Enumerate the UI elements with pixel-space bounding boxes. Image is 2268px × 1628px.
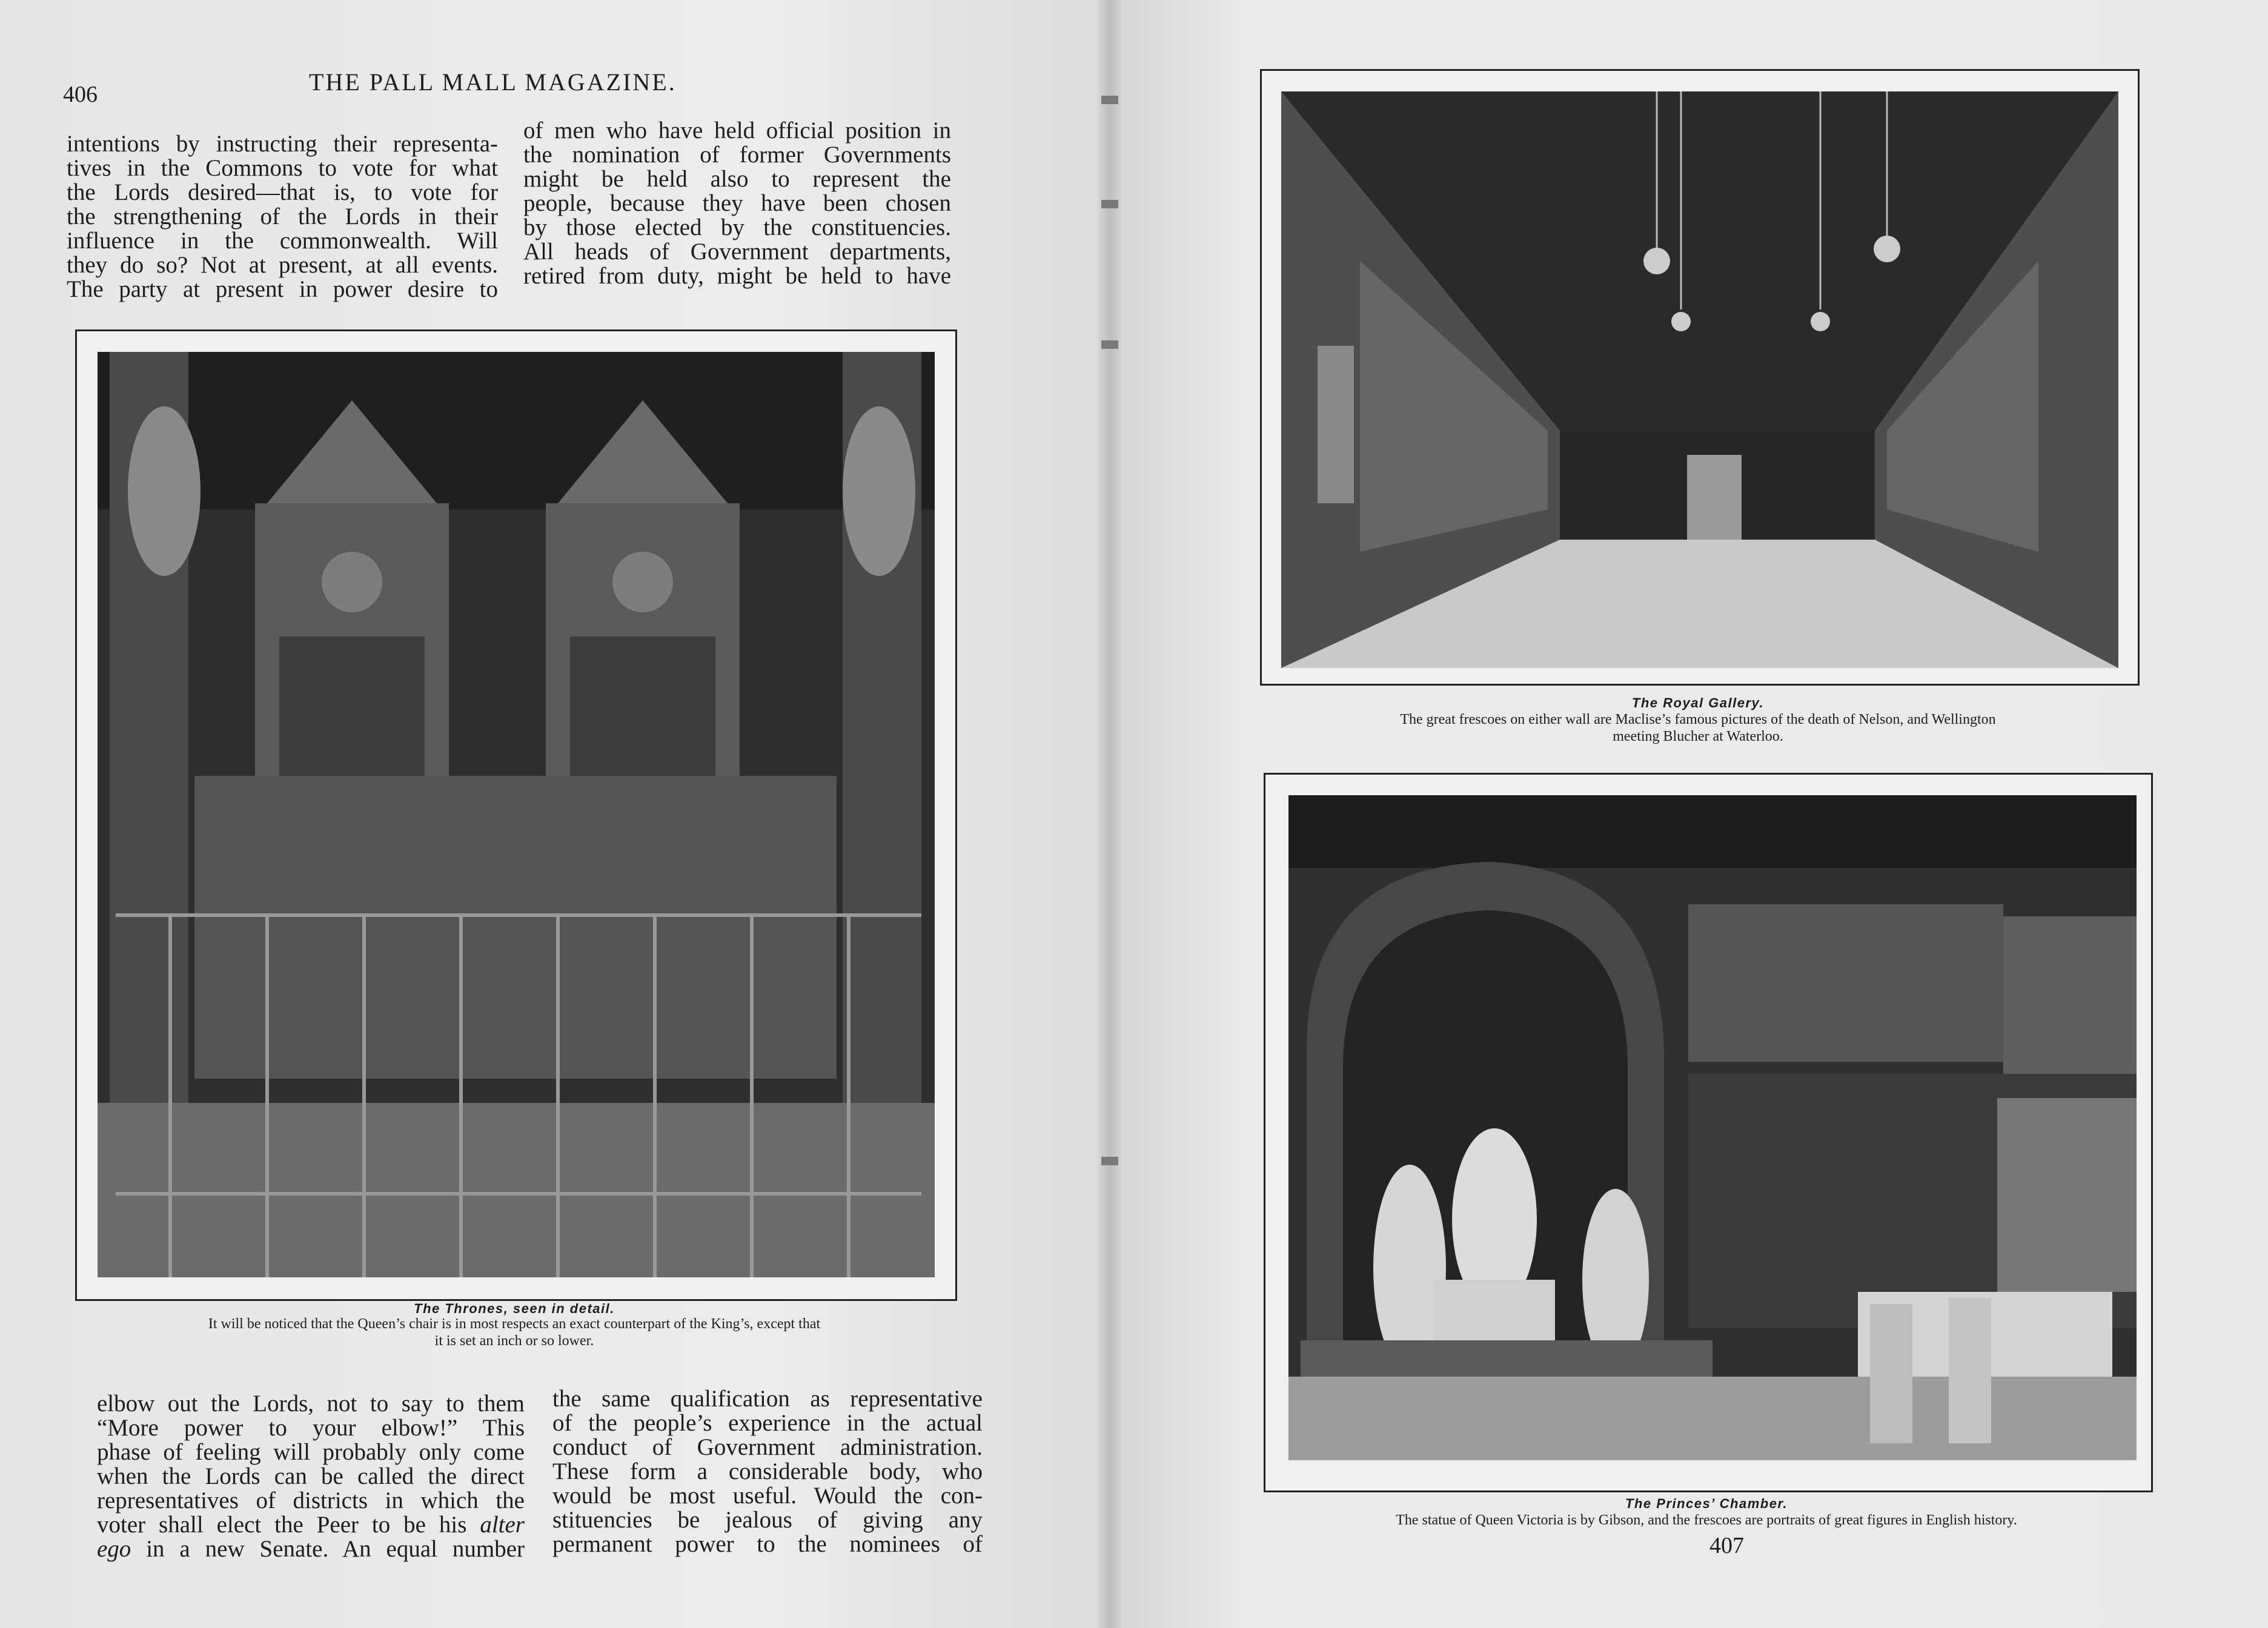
caption-line: meeting Blucher at Waterloo. (1613, 729, 1783, 744)
text-line: when the Lords can be called the direct (97, 1463, 525, 1489)
caption-line: The great frescoes on either wall are Maclise’s famous pictures of the death of Nelson, and Wellington (1400, 712, 1996, 727)
binding-stitch (1101, 1157, 1118, 1165)
text-line: would be most useful. Would the con- (552, 1483, 983, 1509)
page-number-right: 407 (1709, 1533, 1744, 1558)
princes-chamber-photo-frame (1264, 773, 2153, 1492)
princes-chamber-caption (1264, 1512, 2149, 1529)
thrones-caption-title: The Thrones, seen in detail. (414, 1301, 615, 1316)
text-line (97, 1513, 525, 1537)
text-column-2-top (523, 119, 951, 288)
text-line: tives in the Commons to vote for what (67, 155, 498, 181)
italic-word: ego (97, 1536, 131, 1562)
text-line: of men who have held official position in (523, 117, 951, 144)
binding-stitch (1101, 96, 1118, 104)
text-line: people, because they have been chosen (523, 190, 951, 216)
royal-gallery-photo-frame (1260, 69, 2140, 686)
text-line: conduct of Government administration. (552, 1434, 983, 1460)
text-column-2-bottom (552, 1387, 983, 1557)
caption-line: The statue of Queen Victoria is by Gibson, and the frescoes are portraits of great figures in English history. (1396, 1512, 2017, 1528)
text-line (97, 1537, 525, 1561)
text-column-1-top (67, 132, 498, 302)
running-head: THE PALL MALL MAGAZINE. (309, 68, 677, 96)
text-line: by those elected by the constituencies. (523, 214, 951, 240)
text-line: phase of feeling will probably only come (97, 1439, 525, 1465)
page-number-left: 406 (63, 82, 98, 107)
royal-gallery-caption-title: The Royal Gallery. (1631, 695, 1765, 710)
text-line: representatives of districts in which the (97, 1487, 525, 1514)
text-line: the Lords desired—that is, to vote for (67, 179, 498, 205)
text-column-1-bottom (97, 1392, 525, 1561)
text-line: intentions by instructing their representa- (67, 131, 498, 157)
text-line: These form a considerable body, who (552, 1458, 983, 1484)
text-fragment: in a new Senate. An equal number (131, 1536, 525, 1562)
text-line: “More power to your elbow!” This (97, 1415, 525, 1441)
text-line: might be held also to represent the (523, 166, 951, 192)
royal-gallery-caption (1260, 711, 2136, 745)
text-line: The party at present in power desire to (67, 276, 498, 302)
binding-stitch (1101, 200, 1118, 208)
royal-gallery-photo (1281, 91, 2118, 668)
binding-stitch (1101, 340, 1118, 349)
text-line: the same qualification as representative (552, 1386, 983, 1412)
italic-word: alter (480, 1512, 525, 1538)
text-fragment: voter shall elect the Peer to be his (97, 1512, 467, 1538)
caption-line: it is set an inch or so lower. (434, 1333, 594, 1349)
text-line: the strengthening of the Lords in their (67, 204, 498, 230)
text-line: permanent power to the nominees of (552, 1531, 983, 1557)
princes-chamber-photo (1288, 795, 2137, 1460)
thrones-photo (98, 352, 935, 1277)
text-line: All heads of Government departments, (523, 239, 951, 265)
text-line: retired from duty, might be held to have (523, 263, 951, 289)
princes-chamber-caption-title: The Princes’ Chamber. (1625, 1496, 1788, 1511)
text-line: of the people’s experience in the actual (552, 1410, 983, 1436)
binding-gutter (1098, 0, 1122, 1628)
thrones-photo-frame (75, 329, 957, 1301)
text-line: stituencies be jealous of giving any (552, 1507, 983, 1533)
caption-line: It will be noticed that the Queen’s chair is in most respects an exact counterpart of the King’s, except that (208, 1316, 821, 1332)
text-line: influence in the commonwealth. Will (67, 228, 498, 254)
text-line: elbow out the Lords, not to say to them (97, 1391, 525, 1417)
thrones-caption (75, 1315, 953, 1349)
text-line: the nomination of former Governments (523, 142, 951, 168)
text-line: they do so? Not at present, at all events. (67, 252, 498, 278)
